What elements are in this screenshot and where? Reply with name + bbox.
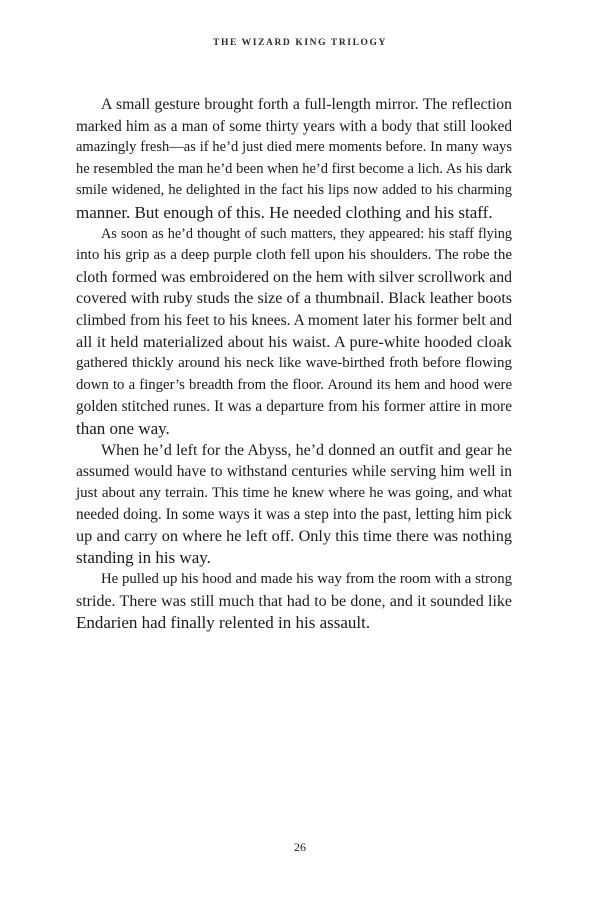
text-line: standing in his way. xyxy=(76,548,211,568)
text-line: climbed from his feet to his knees. A moment later his former belt and xyxy=(76,311,512,329)
text-line: Endarien had finally relented in his assault. xyxy=(76,613,371,633)
page-number: 26 xyxy=(294,840,306,854)
text-line: he resembled the man he’d been when he’d first become a lich. As his dark xyxy=(76,160,512,177)
text-line: than one way. xyxy=(76,418,170,438)
text-line: needed doing. In some ways it was a step into the past, letting him pick xyxy=(76,506,512,524)
text-line: up and carry on where he left off. Only this time there was nothing xyxy=(76,526,512,545)
text-line: all it held materialized about his waist. A pure-white hooded cloak xyxy=(76,332,512,351)
body-text xyxy=(76,94,512,634)
text-line: just about any terrain. This time he knew where he was going, and what xyxy=(76,484,512,501)
text-line: marked him as a man of some thirty years with a body that still looked xyxy=(76,117,512,135)
text-line: into his grip as a deep purple cloth fell upon his shoulders. The robe the xyxy=(76,247,512,264)
text-line: gathered thickly around his neck like wave-birthed froth before flowing xyxy=(76,355,512,372)
paragraph xyxy=(76,94,512,224)
text-line: down to a finger’s breadth from the floor. Around its hem and hood were xyxy=(76,376,512,393)
paragraph xyxy=(76,440,512,570)
text-line: covered with ruby studs the size of a thumbnail. Black leather boots xyxy=(76,290,512,308)
running-head: THE WIZARD KING TRILOGY xyxy=(213,38,387,48)
text-line: amazingly fresh—as if he’d just died mere moments before. In many ways xyxy=(76,139,512,156)
text-line: A small gesture brought forth a full-length mirror. The reflection xyxy=(101,96,512,113)
text-line: stride. There was still much that had to be done, and it sounded like xyxy=(76,592,512,610)
text-line: When he’d left for the Abyss, he’d donned an outfit and gear he xyxy=(101,441,512,459)
text-line: He pulled up his hood and made his way from the room with a strong xyxy=(101,571,512,588)
paragraph xyxy=(76,224,512,440)
text-line: smile widened, he delighted in the fact his lips now added to his charming xyxy=(76,182,512,199)
paragraph xyxy=(76,569,512,634)
text-line: cloth formed was embroidered on the hem with silver scrollwork and xyxy=(76,268,512,286)
text-line: assumed would have to withstand centuries while serving him well in xyxy=(76,463,512,481)
text-line: manner. But enough of this. He needed clothing and his staff. xyxy=(76,202,493,222)
text-line: golden stitched runes. It was a departure from his former attire in more xyxy=(76,398,512,416)
text-line: As soon as he’d thought of such matters, they appeared: his staff flying xyxy=(101,225,512,242)
